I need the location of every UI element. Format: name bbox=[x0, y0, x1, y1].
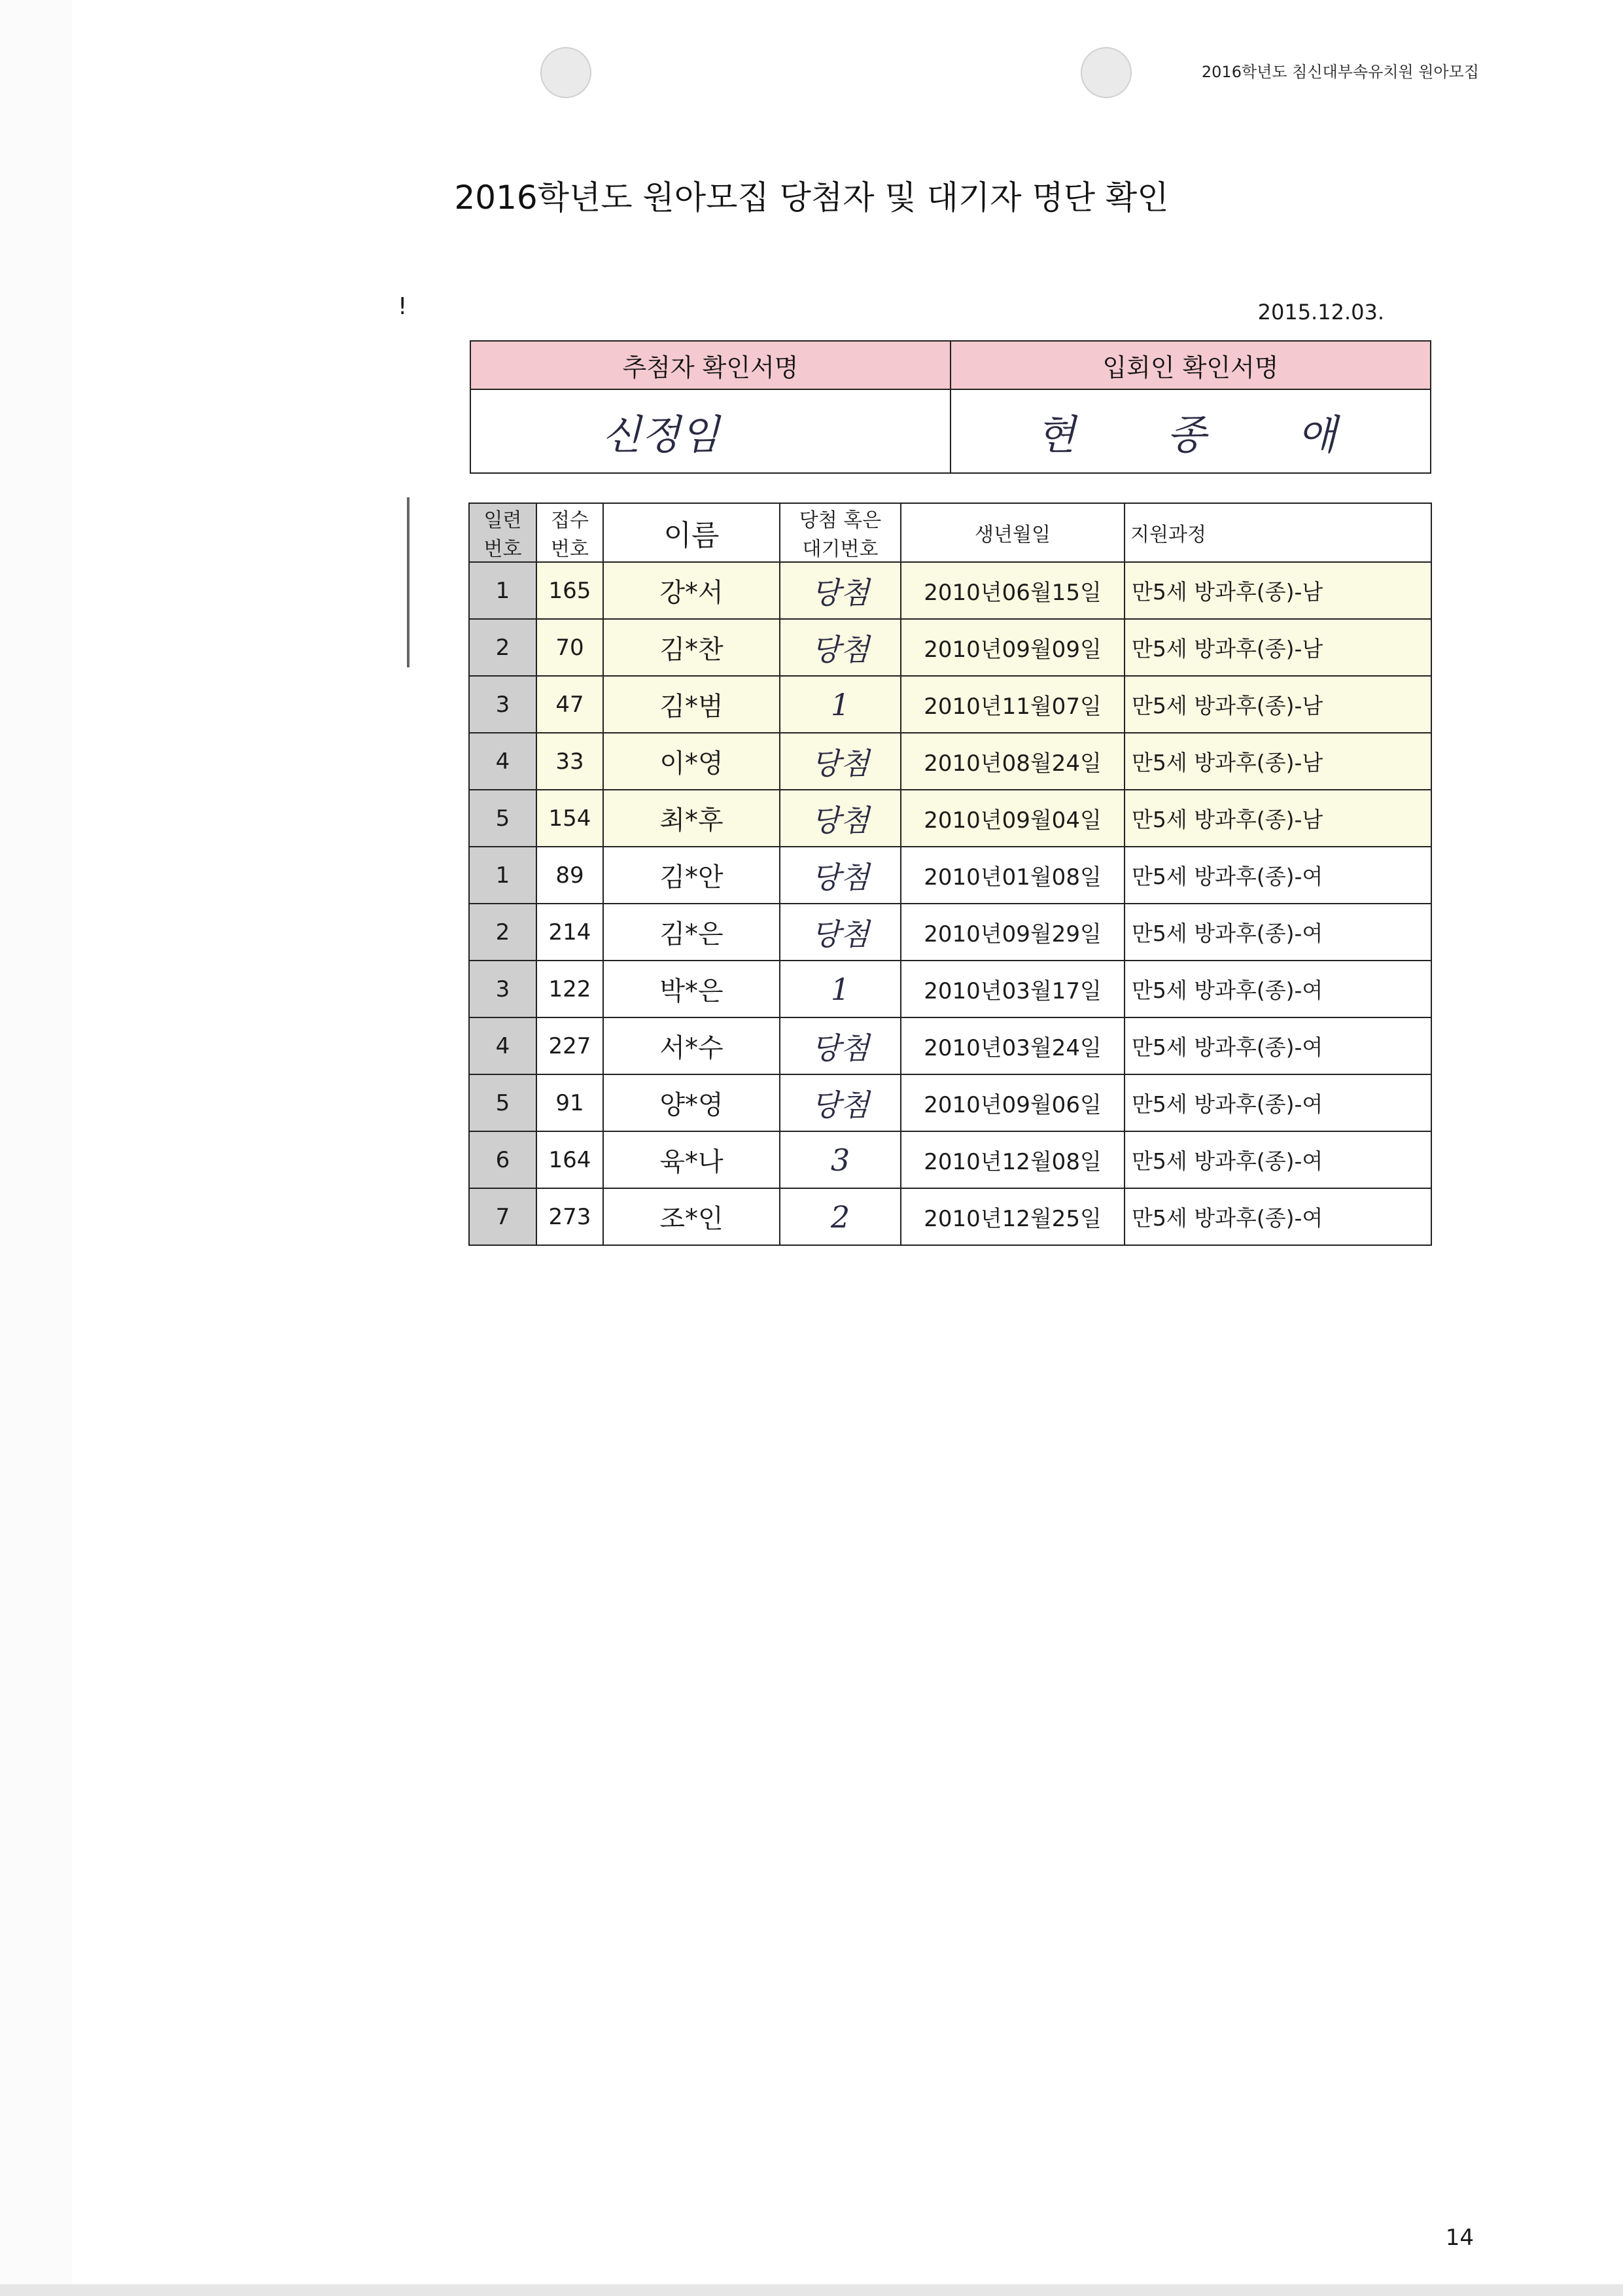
witness-signature: 현 종 애 bbox=[1036, 410, 1376, 459]
cell-name: 박*은 bbox=[603, 961, 780, 1017]
column-header-seq bbox=[469, 503, 536, 562]
cell-seq: 2 bbox=[469, 619, 536, 676]
cell-receipt: 273 bbox=[536, 1188, 603, 1245]
table-row bbox=[469, 1131, 1431, 1188]
cell-result: 3 bbox=[780, 1131, 901, 1188]
column-header-birth: 생년월일 bbox=[901, 503, 1125, 562]
margin-mark: ! bbox=[398, 293, 408, 320]
cell-name: 김*안 bbox=[603, 847, 780, 904]
column-header-name: 이름 bbox=[603, 503, 780, 562]
cell-name: 조*인 bbox=[603, 1188, 780, 1245]
column-header-result-line2: 대기번호 bbox=[802, 538, 879, 561]
cell-name: 서*수 bbox=[603, 1017, 780, 1074]
cell-birth: 2010년03월17일 bbox=[901, 961, 1125, 1017]
column-header-receipt bbox=[536, 503, 603, 562]
cell-receipt: 33 bbox=[536, 733, 603, 790]
column-header-result-line1: 당첨 혹은 bbox=[799, 509, 882, 532]
document-date: 2015.12.03. bbox=[1257, 300, 1384, 325]
cell-receipt: 91 bbox=[536, 1074, 603, 1131]
cell-birth: 2010년03월24일 bbox=[901, 1017, 1125, 1074]
cell-seq: 1 bbox=[469, 847, 536, 904]
cell-seq: 4 bbox=[469, 1017, 536, 1074]
column-header-result bbox=[780, 503, 901, 562]
cell-result: 당첨 bbox=[780, 1074, 901, 1131]
cell-birth: 2010년08월24일 bbox=[901, 733, 1125, 790]
running-header: 2016학년도 침신대부속유치원 원아모집 bbox=[1201, 63, 1479, 81]
drawer-signature-cell bbox=[470, 389, 951, 473]
column-header-seq-line2: 번호 bbox=[483, 538, 522, 561]
cell-receipt: 122 bbox=[536, 961, 603, 1017]
cell-result: 당첨 bbox=[780, 847, 901, 904]
roster-header-row bbox=[469, 503, 1431, 562]
cell-course: 만5세 방과후(종)-남 bbox=[1125, 676, 1431, 733]
cell-receipt: 214 bbox=[536, 904, 603, 961]
cell-receipt: 89 bbox=[536, 847, 603, 904]
punch-hole bbox=[540, 47, 591, 98]
table-row bbox=[469, 1074, 1431, 1131]
cell-seq: 3 bbox=[469, 676, 536, 733]
cell-receipt: 154 bbox=[536, 790, 603, 847]
cell-name: 김*찬 bbox=[603, 619, 780, 676]
drawer-signature-label: 추첨자 확인서명 bbox=[470, 341, 951, 389]
cell-name: 이*영 bbox=[603, 733, 780, 790]
cell-result: 당첨 bbox=[780, 790, 901, 847]
cell-result: 당첨 bbox=[780, 1017, 901, 1074]
cell-birth: 2010년12월25일 bbox=[901, 1188, 1125, 1245]
cell-seq: 5 bbox=[469, 790, 536, 847]
cell-result: 1 bbox=[780, 961, 901, 1017]
cell-birth: 2010년12월08일 bbox=[901, 1131, 1125, 1188]
signature-table bbox=[470, 340, 1431, 474]
column-header-receipt-line1: 접수 bbox=[551, 509, 589, 532]
cell-birth: 2010년06월15일 bbox=[901, 562, 1125, 619]
cell-course: 만5세 방과후(종)-남 bbox=[1125, 562, 1431, 619]
table-row bbox=[469, 1017, 1431, 1074]
cell-birth: 2010년09월09일 bbox=[901, 619, 1125, 676]
cell-seq: 3 bbox=[469, 961, 536, 1017]
scan-bottom-edge bbox=[0, 2284, 1623, 2296]
punch-hole bbox=[1081, 47, 1132, 98]
cell-seq: 4 bbox=[469, 733, 536, 790]
cell-birth: 2010년09월29일 bbox=[901, 904, 1125, 961]
cell-course: 만5세 방과후(종)-여 bbox=[1125, 961, 1431, 1017]
page-title: 2016학년도 원아모집 당첨자 및 대기자 명단 확인 bbox=[454, 179, 1169, 217]
page-number: 14 bbox=[1445, 2225, 1474, 2251]
cell-name: 양*영 bbox=[603, 1074, 780, 1131]
cell-result: 1 bbox=[780, 676, 901, 733]
cell-result: 당첨 bbox=[780, 904, 901, 961]
cell-receipt: 164 bbox=[536, 1131, 603, 1188]
table-row bbox=[469, 676, 1431, 733]
cell-seq: 1 bbox=[469, 562, 536, 619]
table-row bbox=[469, 562, 1431, 619]
cell-name: 김*범 bbox=[603, 676, 780, 733]
cell-course: 만5세 방과후(종)-여 bbox=[1125, 904, 1431, 961]
table-row bbox=[469, 790, 1431, 847]
drawer-signature: 신정임 bbox=[602, 410, 720, 459]
cell-name: 김*은 bbox=[603, 904, 780, 961]
cell-course: 만5세 방과후(종)-남 bbox=[1125, 733, 1431, 790]
cell-course: 만5세 방과후(종)-여 bbox=[1125, 1074, 1431, 1131]
cell-result: 당첨 bbox=[780, 733, 901, 790]
cell-course: 만5세 방과후(종)-남 bbox=[1125, 790, 1431, 847]
table-row bbox=[469, 619, 1431, 676]
cell-receipt: 227 bbox=[536, 1017, 603, 1074]
roster-table bbox=[468, 503, 1432, 1246]
cell-seq: 2 bbox=[469, 904, 536, 961]
cell-receipt: 165 bbox=[536, 562, 603, 619]
margin-line bbox=[407, 497, 410, 667]
cell-name: 강*서 bbox=[603, 562, 780, 619]
cell-seq: 5 bbox=[469, 1074, 536, 1131]
cell-result: 2 bbox=[780, 1188, 901, 1245]
table-row bbox=[469, 1188, 1431, 1245]
cell-birth: 2010년09월06일 bbox=[901, 1074, 1125, 1131]
witness-signature-label: 입회인 확인서명 bbox=[951, 341, 1431, 389]
witness-signature-cell bbox=[951, 389, 1431, 473]
scan-edge bbox=[0, 0, 72, 2296]
column-header-receipt-line2: 번호 bbox=[551, 538, 589, 561]
cell-birth: 2010년11월07일 bbox=[901, 676, 1125, 733]
cell-seq: 6 bbox=[469, 1131, 536, 1188]
cell-name: 육*나 bbox=[603, 1131, 780, 1188]
column-header-seq-line1: 일련 bbox=[483, 509, 522, 532]
cell-course: 만5세 방과후(종)-여 bbox=[1125, 1131, 1431, 1188]
cell-course: 만5세 방과후(종)-여 bbox=[1125, 1017, 1431, 1074]
cell-course: 만5세 방과후(종)-여 bbox=[1125, 847, 1431, 904]
table-row bbox=[469, 733, 1431, 790]
cell-receipt: 47 bbox=[536, 676, 603, 733]
roster-body bbox=[469, 562, 1431, 1245]
cell-receipt: 70 bbox=[536, 619, 603, 676]
cell-birth: 2010년09월04일 bbox=[901, 790, 1125, 847]
cell-course: 만5세 방과후(종)-여 bbox=[1125, 1188, 1431, 1245]
cell-course: 만5세 방과후(종)-남 bbox=[1125, 619, 1431, 676]
cell-seq: 7 bbox=[469, 1188, 536, 1245]
cell-result: 당첨 bbox=[780, 562, 901, 619]
cell-name: 최*후 bbox=[603, 790, 780, 847]
table-row bbox=[469, 847, 1431, 904]
cell-birth: 2010년01월08일 bbox=[901, 847, 1125, 904]
column-header-course: 지원과정 bbox=[1125, 503, 1431, 562]
cell-result: 당첨 bbox=[780, 619, 901, 676]
table-row bbox=[469, 904, 1431, 961]
table-row bbox=[469, 961, 1431, 1017]
